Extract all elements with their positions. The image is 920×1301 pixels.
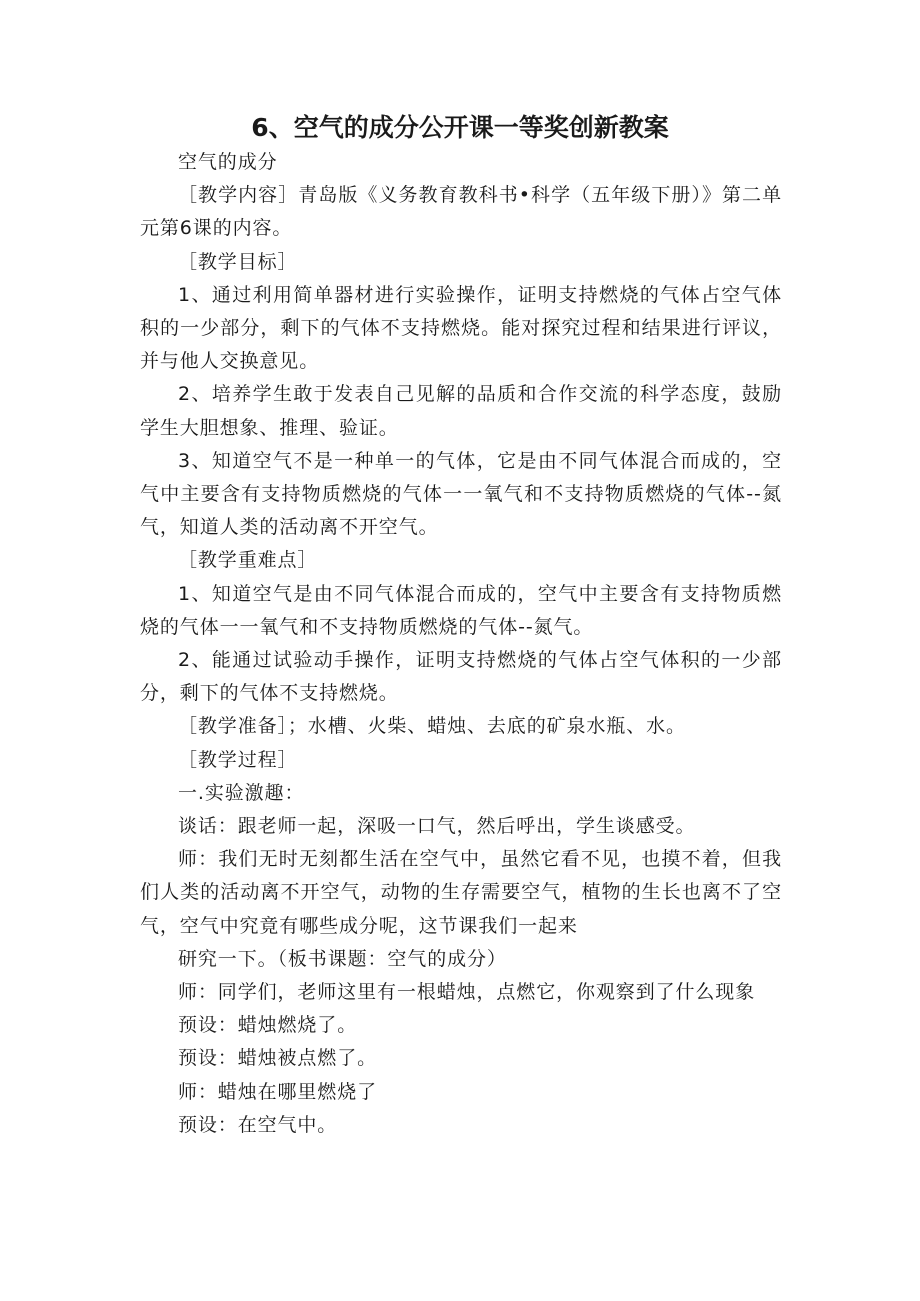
- paragraph-talk: 谈话：跟老师一起，深吸一口气，然后呼出，学生谈感受。: [178, 815, 696, 838]
- paragraph-heading-process: ［教学过程］: [178, 748, 298, 771]
- paragraph-teacher-intro: 师：我们无时无刻都生活在空气中，虽然它看不见，也摸不着，但我们人类的活动离不开空气，动物的生存需要空气，植物的生长也离不了空气，空气中究竟有哪些成分呢，这节课我们一起来: [140, 848, 782, 937]
- paragraph-objective-3: 3、知道空气不是一种单一的气体，它是由不同气体混合而成的，空气中主要含有支持物质燃烧的气体一一氧气和不支持物质燃烧的气体--氮气，知道人类的活动离不开空气。: [140, 449, 782, 539]
- paragraph-key-point-2: 2、能通过试验动手操作，证明支持燃烧的气体占空气体积的一少部分，剩下的气体不支持燃烧。: [140, 649, 782, 705]
- paragraph-expected-1: 预设：蜡烛燃烧了。: [178, 1014, 358, 1037]
- paragraph-teacher-where: 师：蜡烛在哪里燃烧了: [178, 1080, 378, 1103]
- paragraph-subtitle: 空气的成分: [178, 151, 278, 173]
- paragraph-heading-objectives: ［教学目标］: [178, 250, 298, 273]
- paragraph-heading-key-points: ［教学重难点］: [178, 549, 318, 572]
- paragraph-research: 研究一下。（板书课题：空气的成分）: [178, 947, 507, 970]
- document-title: 6、空气的成分公开课一等奖创新教案: [251, 113, 669, 142]
- paragraph-preparation: ［教学准备］；水槽、火柴、蜡烛、去底的矿泉水瓶、水。: [178, 715, 686, 738]
- document-body: [140, 146, 782, 1142]
- paragraph-objective-1: 1、通过利用简单器材进行实验操作，证明支持燃烧的气体占空气体积的一少部分，剩下的气体不支持燃烧。能对探究过程和结果进行评议，并与他人交换意见。: [140, 283, 782, 373]
- paragraph-teaching-content: ［教学内容］青岛版《义务教育教科书•科学（五年级下册）》第二单元第6课的内容。: [140, 184, 782, 240]
- paragraph-section-1: 一.实验激趣：: [178, 781, 305, 804]
- paragraph-teacher-candle: 师：同学们，老师这里有一根蜡烛，点燃它，你观察到了什么现象: [178, 981, 756, 1004]
- paragraph-expected-3: 预设：在空气中。: [178, 1113, 338, 1136]
- paragraph-expected-2: 预设：蜡烛被点燃了。: [178, 1047, 378, 1070]
- paragraph-key-point-1: 1、知道空气是由不同气体混合而成的，空气中主要含有支持物质燃烧的气体一一氧气和不支持物质燃烧的气体--氮气。: [140, 582, 782, 638]
- paragraph-objective-2: 2、培养学生敢于发表自己见解的品质和合作交流的科学态度，鼓励学生大胆想象、推理、验证。: [140, 383, 782, 439]
